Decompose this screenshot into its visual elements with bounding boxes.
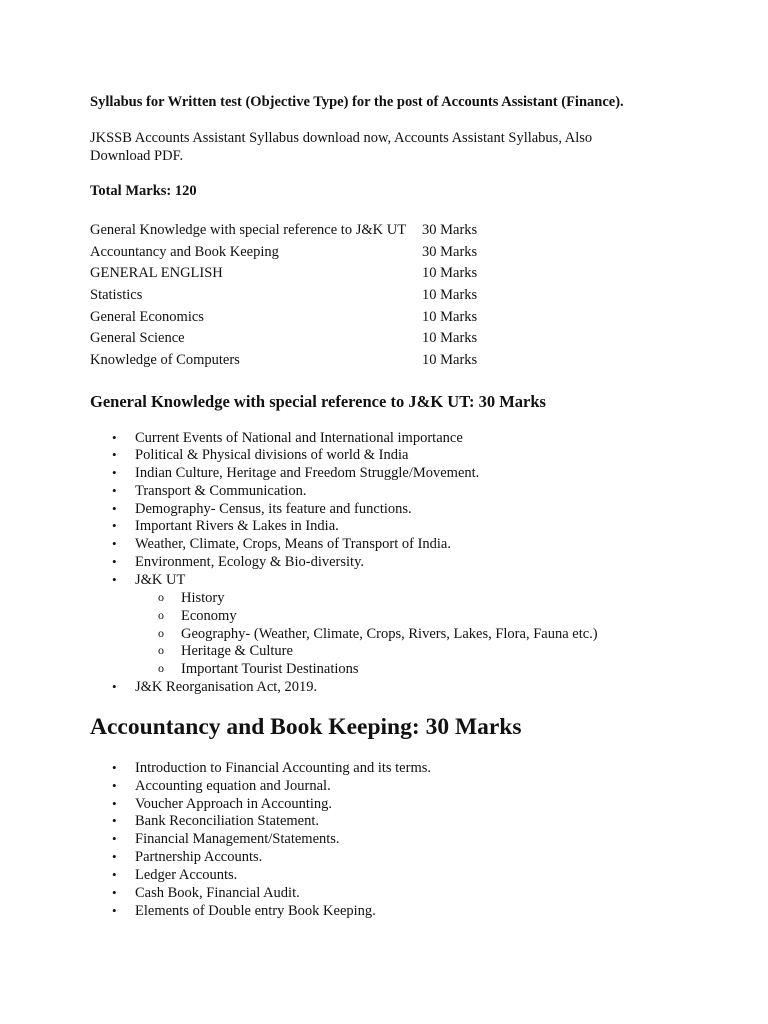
marks-subject: GENERAL ENGLISH <box>90 265 223 281</box>
bullet-icon: • <box>112 867 117 882</box>
marks-subject: General Economics <box>90 309 204 325</box>
gk-section-title: General Knowledge with special reference to J&K UT: 30 Marks <box>90 392 546 411</box>
bullet-icon: • <box>112 447 117 462</box>
total-marks: Total Marks: 120 <box>90 183 197 199</box>
marks-value: 10 Marks <box>422 330 478 346</box>
marks-subject: Accountancy and Book Keeping <box>90 244 279 260</box>
bullet-icon: • <box>112 885 117 900</box>
bullet-icon: • <box>112 536 117 551</box>
syllabus-heading: Syllabus for Written test (Objective Type) for the post of Accounts Assistant (Finance). <box>90 94 624 110</box>
bullet-icon: • <box>112 778 117 793</box>
circle-bullet-icon: o <box>158 608 164 622</box>
bullet-icon: • <box>112 465 117 480</box>
marks-subject: Knowledge of Computers <box>90 352 240 368</box>
accountancy-section-title: Accountancy and Book Keeping: 30 Marks <box>90 714 522 740</box>
bullet-icon: • <box>112 849 117 864</box>
marks-value: 10 Marks <box>422 287 478 303</box>
marks-value: 10 Marks <box>422 309 478 325</box>
bullet-icon: • <box>112 831 117 846</box>
bullet-icon: • <box>112 501 117 516</box>
bullet-icon: • <box>112 572 117 587</box>
bullet-icon: • <box>112 813 117 828</box>
marks-subject: General Science <box>90 330 185 346</box>
circle-bullet-icon: o <box>158 661 164 675</box>
marks-subject: Statistics <box>90 287 143 303</box>
circle-bullet-icon: o <box>158 643 164 657</box>
bullet-icon: • <box>112 796 117 811</box>
bullet-icon: • <box>112 430 117 445</box>
bullet-icon: • <box>112 679 117 694</box>
circle-bullet-icon: o <box>158 626 164 640</box>
marks-value: 30 Marks <box>422 244 478 260</box>
circle-bullet-icon: o <box>158 590 164 604</box>
marks-value: 10 Marks <box>422 352 478 368</box>
marks-value: 30 Marks <box>422 222 478 238</box>
marks-value: 10 Marks <box>422 265 478 281</box>
bullet-icon: • <box>112 483 117 498</box>
bullet-icon: • <box>112 554 117 569</box>
marks-subject: General Knowledge with special reference to J&K UT <box>90 222 407 238</box>
bullet-icon: • <box>112 518 117 533</box>
intro-text-line-1: JKSSB Accounts Assistant Syllabus download now, Accounts Assistant Syllabus, Also <box>90 130 593 146</box>
bullet-icon: • <box>112 760 117 775</box>
bullet-icon: • <box>112 903 117 918</box>
intro-text-line-2: Download PDF. <box>90 148 184 164</box>
